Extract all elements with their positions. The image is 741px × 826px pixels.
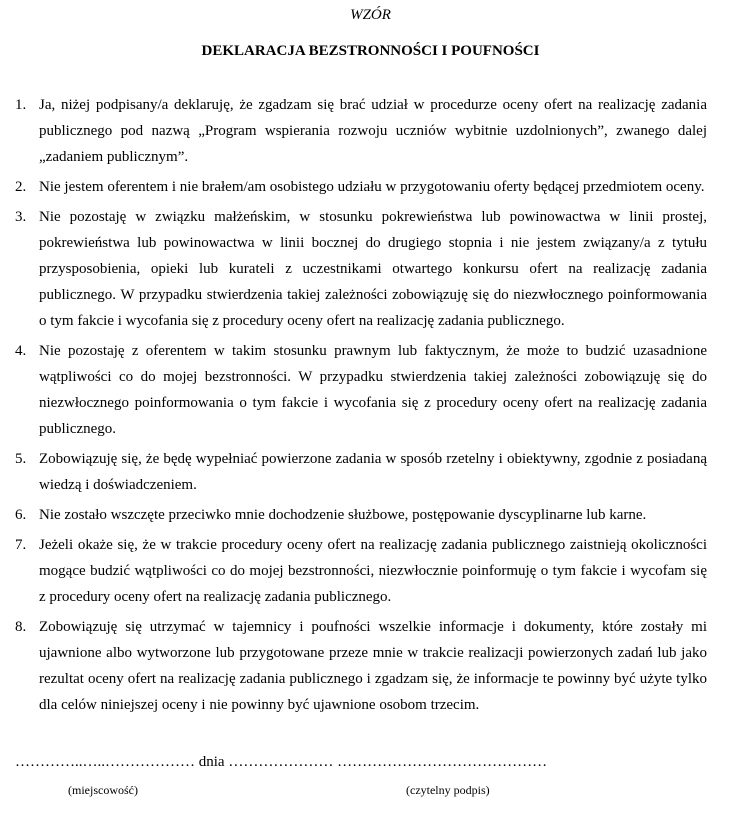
- item-number: 4.: [15, 343, 27, 359]
- signature-caption: (czytelny podpis): [406, 783, 490, 797]
- item-number: 5.: [15, 451, 27, 467]
- declaration-item: [15, 614, 707, 718]
- item-text: Nie pozostaję z oferentem w takim stosunku prawnym lub faktycznym, że może to budzić uzasadnione wątpliwości co do mojej bezstronności. W przypadku stwierdzenia takiej zależności zobowiązuję się do niezwłocznego poinformowania o tym fakcie i wycofania się z procedury oceny ofert na realizację zadania publicznego.: [39, 343, 707, 437]
- declaration-item: [15, 92, 707, 170]
- item-number: 6.: [15, 507, 27, 523]
- declaration-item: [15, 338, 707, 442]
- item-number: 1.: [15, 97, 27, 113]
- item-text: Ja, niżej podpisany/a deklaruję, że zgadzam się brać udział w procedurze oceny ofert na realizację zadania publicznego pod nazwą „Program wspierania rozwoju uczniów wybitnie uzdolnionych”, zwanego dalej „zadaniem publicznym”.: [39, 97, 707, 165]
- item-number: 7.: [15, 537, 27, 553]
- item-text: Zobowiązuję się utrzymać w tajemnicy i poufności wszelkie informacje i dokumenty, które zostały mi ujawnione albo wytworzone lub przygotowane przeze mnie w trakcie realizacji powierzonych zadań lub jako rezultat oceny ofert na realizację zadania publicznego i zgadzam się, że informacje te powinny być użyte tylko dla celów niniejszej oceny i nie powinny być ujawnione osobom trzecim.: [39, 619, 707, 713]
- declaration-item: [15, 174, 707, 200]
- item-text: Nie zostało wszczęte przeciwko mnie dochodzenie służbowe, postępowanie dyscyplinarne lub karne.: [39, 507, 647, 523]
- declaration-item: [15, 502, 707, 528]
- item-number: 3.: [15, 209, 27, 225]
- declaration-list: [15, 92, 707, 722]
- place-caption: (miejscowość): [68, 783, 138, 797]
- declaration-item: [15, 532, 707, 610]
- signature-line: …………..…..……………… dnia ………………… ……………………………………: [15, 754, 548, 770]
- template-label: WZÓR: [350, 7, 391, 23]
- item-text: Nie jestem oferentem i nie brałem/am osobistego udziału w przygotowaniu oferty będącej przedmiotem oceny.: [39, 179, 705, 195]
- document-title: DEKLARACJA BEZSTRONNOŚCI I POUFNOŚCI: [201, 43, 540, 59]
- item-number: 2.: [15, 179, 27, 195]
- declaration-item: [15, 446, 707, 498]
- item-text: Zobowiązuję się, że będę wypełniać powierzone zadania w sposób rzetelny i obiektywny, zgodnie z posiadaną wiedzą i doświadczeniem.: [39, 451, 707, 493]
- declaration-item: [15, 204, 707, 334]
- item-number: 8.: [15, 619, 27, 635]
- item-text: Jeżeli okaże się, że w trakcie procedury oceny ofert na realizację zadania publicznego zaistnieją okoliczności mogące budzić wątpliwości co do mojej bezstronności, niezwłocznie poinformuję o tym fakcie i wycofam się z procedury oceny ofert na realizację zadania publicznego.: [39, 537, 707, 605]
- item-text: Nie pozostaję w związku małżeńskim, w stosunku pokrewieństwa lub powinowactwa w linii prostej, pokrewieństwa lub powinowactwa w linii bocznej do drugiego stopnia i nie jestem związany/a z tytułu przysposobienia, opieki lub kurateli z uczestnikami otwartego konkursu ofert na realizację zadania publicznego. W przypadku stwierdzenia takiej zależności zobowiązuję się do niezwłocznego poinformowania o tym fakcie i wycofania się z procedury oceny ofert na realizację zadania publicznego.: [39, 209, 707, 329]
